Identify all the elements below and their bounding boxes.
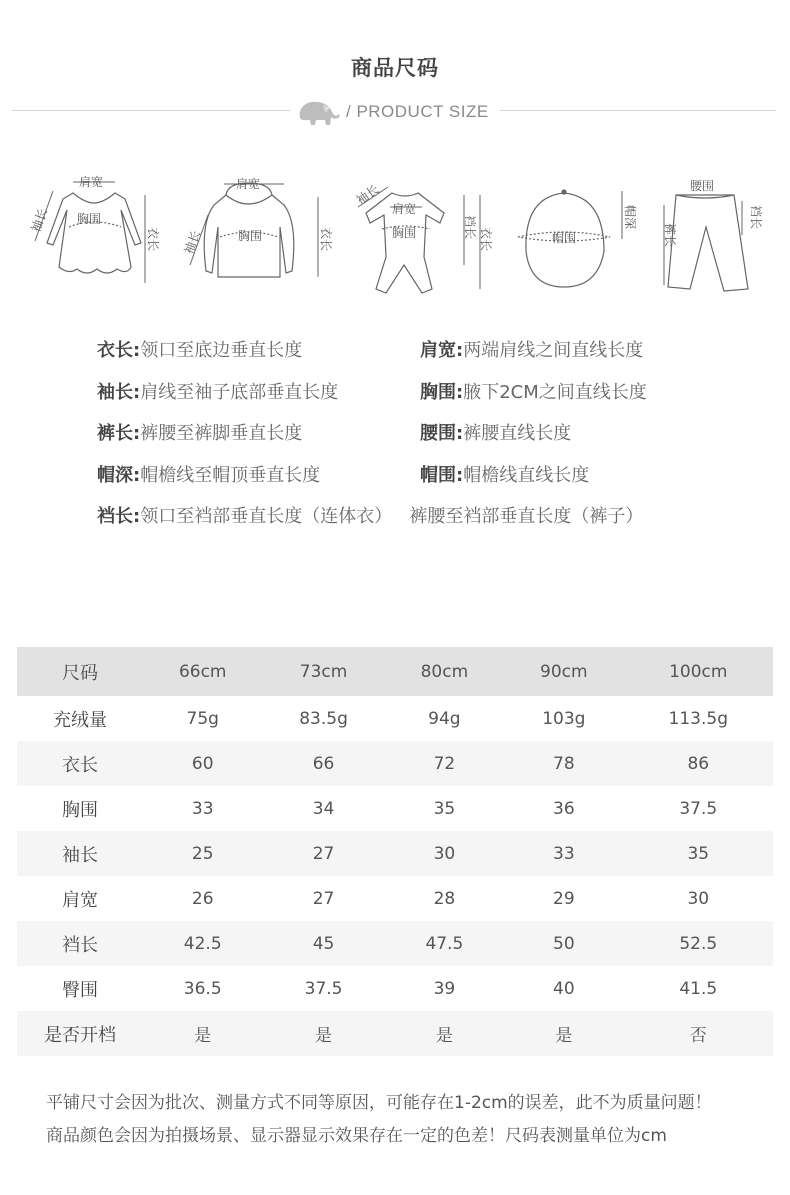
pants-label-crotch: 裆长: [749, 205, 763, 230]
table-cell: 30: [433, 843, 456, 864]
table-header-cell: 66cm: [178, 661, 227, 682]
table-row-label: 裆长: [62, 934, 98, 956]
dress-label-sleeve: 袖长: [28, 206, 51, 235]
table-cell: 39: [433, 978, 456, 999]
table-row: [17, 876, 773, 921]
table-header-row: [17, 647, 773, 696]
hoodie-label-shoulder: 肩宽: [236, 177, 261, 191]
table-row-label: 衣长: [62, 754, 98, 776]
note-color-difference: 商品颜色会因为拍摄场景、显示器显示效果存在一定的色差！尺码表测量单位为cm: [46, 1126, 667, 1146]
dress-label-length: 衣长: [146, 227, 160, 252]
table-row: [17, 1011, 773, 1056]
romper-diagram: [352, 165, 492, 300]
table-cell: 35: [687, 843, 710, 864]
hoodie-label-chest: 胸围: [238, 229, 263, 243]
table-cell: 47.5: [425, 933, 464, 954]
table-cell: 41.5: [679, 978, 718, 999]
hoodie-label-length: 衣长: [319, 227, 333, 252]
pants-diagram: [650, 165, 790, 300]
table-cell: 33: [191, 798, 214, 819]
note-measurement-error: 平铺尺寸会因为批次、测量方式不同等原因，可能存在1-2cm的误差，此不为质量问题！: [46, 1093, 712, 1113]
table-cell: 26: [191, 888, 214, 909]
dress-label-chest: 胸围: [77, 212, 102, 226]
table-header-cell: 73cm: [299, 661, 348, 682]
size-table: [17, 647, 773, 1056]
table-cell: 37.5: [304, 978, 343, 999]
table-cell: 83.5g: [299, 708, 348, 729]
table-cell: 40: [553, 978, 575, 999]
table-cell: 94g: [428, 708, 461, 729]
table-cell: 52.5: [679, 933, 718, 954]
page-title: 商品尺码: [351, 56, 439, 80]
cap-label-circumference: 帽围: [552, 231, 577, 245]
table-cell: 60: [191, 753, 214, 774]
definition-item: 裆长:领口至裆部垂直长度（连体衣） 裤腰至裆部垂直长度（裤子）: [97, 506, 644, 527]
definition-item: 腰围:裤腰直线长度: [420, 423, 572, 444]
cap-label-depth: 帽深: [623, 205, 637, 230]
table-cell: 72: [433, 753, 456, 774]
page-subtitle: / PRODUCT SIZE: [346, 102, 489, 121]
table-cell: 25: [191, 843, 214, 864]
table-cell: 28: [433, 888, 456, 909]
definition-item: 衣长:领口至底边垂直长度: [97, 340, 303, 361]
table-row: [17, 786, 773, 831]
romper-label-sleeve: 袖长: [353, 182, 382, 208]
table-header-cell: 尺码: [62, 662, 98, 684]
table-cell: 是: [194, 1026, 212, 1046]
dress-diagram: [25, 165, 165, 300]
table-cell: 78: [553, 753, 575, 774]
definition-item: 帽围:帽檐线直线长度: [420, 465, 590, 486]
dress-label-shoulder: 肩宽: [79, 175, 104, 189]
table-row: [17, 831, 773, 876]
title-divider-left: [12, 110, 290, 111]
hoodie-diagram: [180, 165, 333, 300]
definition-item: 袖长:肩线至袖子底部垂直长度: [97, 382, 339, 403]
definition-item: 帽深:帽檐线至帽顶垂直长度: [97, 465, 321, 486]
definition-item: 胸围:腋下2CM之间直线长度: [420, 382, 647, 403]
table-row-label: 是否开档: [44, 1024, 116, 1046]
definition-item: 裤长:裤腰至裤脚垂直长度: [97, 423, 303, 444]
pants-label-length: 裤长: [663, 223, 677, 248]
romper-label-chest: 胸围: [392, 226, 417, 240]
table-cell: 36.5: [183, 978, 222, 999]
table-cell: 37.5: [679, 798, 718, 819]
table-header-cell: 90cm: [540, 661, 588, 682]
table-cell: 75g: [186, 708, 219, 729]
table-cell: 27: [312, 843, 335, 864]
table-cell: 35: [433, 798, 456, 819]
table-cell: 是: [435, 1026, 453, 1046]
table-cell: 是: [315, 1026, 333, 1046]
romper-label-crotch: 裆长: [463, 215, 477, 240]
table-cell: 30: [687, 888, 710, 909]
table-row-label: 充绒量: [53, 709, 107, 731]
romper-label-length: 衣长: [479, 227, 493, 252]
table-row: [17, 696, 773, 741]
cap-diagram: [510, 165, 650, 300]
table-cell: 103g: [542, 708, 586, 729]
table-cell: 86: [687, 753, 710, 774]
table-cell: 34: [312, 798, 335, 819]
table-row: [17, 921, 773, 966]
table-cell: 66: [312, 753, 335, 774]
table-cell: 29: [553, 888, 575, 909]
table-row: [17, 741, 773, 786]
table-row-label: 袖长: [62, 844, 98, 866]
table-cell: 是: [555, 1026, 573, 1046]
table-cell: 45: [312, 933, 335, 954]
romper-label-shoulder: 肩宽: [392, 202, 417, 216]
table-cell: 42.5: [183, 933, 222, 954]
table-header-cell: 100cm: [669, 661, 728, 682]
title-divider-right: [500, 110, 776, 111]
hoodie-label-sleeve: 袖长: [181, 228, 204, 257]
table-cell: 33: [553, 843, 575, 864]
table-cell: 36: [553, 798, 575, 819]
table-header-cell: 80cm: [420, 661, 469, 682]
table-cell: 否: [689, 1026, 707, 1046]
table-cell: 50: [553, 933, 575, 954]
table-row-label: 臀围: [62, 979, 98, 1001]
table-cell: 113.5g: [668, 708, 728, 729]
table-row-label: 肩宽: [62, 889, 98, 911]
table-row-label: 胸围: [62, 799, 98, 821]
elephant-icon: [294, 96, 342, 128]
definition-item: 肩宽:两端肩线之间直线长度: [420, 340, 644, 361]
table-cell: 27: [312, 888, 335, 909]
pants-label-waist: 腰围: [690, 179, 715, 193]
table-row: [17, 966, 773, 1011]
